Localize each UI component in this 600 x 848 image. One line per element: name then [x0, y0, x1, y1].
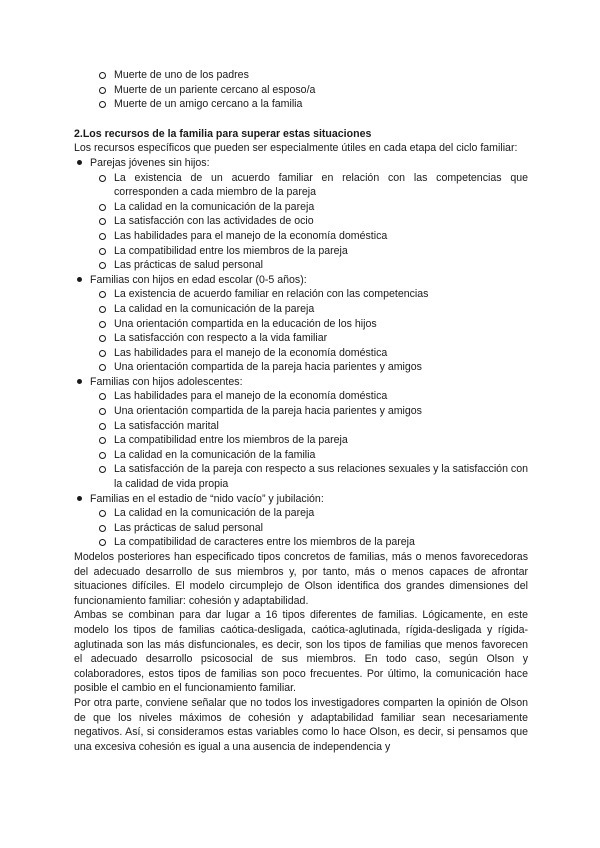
list-item: Muerte de un amigo cercano a la familia: [74, 97, 528, 112]
stage-title: Parejas jóvenes sin hijos:: [90, 156, 210, 169]
list-item: La compatibilidad de caracteres entre los miembros de la pareja: [90, 535, 528, 550]
stage-item: [74, 273, 528, 375]
stage-title: Familias con hijos adolescentes:: [90, 375, 243, 388]
list-item: Una orientación compartida en la educación de los hijos: [90, 317, 528, 332]
resource-list: [90, 389, 528, 491]
resource-list: [90, 506, 528, 550]
list-item: La calidad en la comunicación de la familia: [90, 448, 528, 463]
list-item: La existencia de un acuerdo familiar en relación con las competencias que corresponden a cada miembro de la pareja: [90, 171, 528, 200]
list-item: La satisfacción de la pareja con respecto a sus relaciones sexuales y la satisfacción con la calidad de vida propia: [90, 462, 528, 491]
list-item: La satisfacción con las actividades de ocio: [90, 214, 528, 229]
list-item: La calidad en la comunicación de la pareja: [90, 200, 528, 215]
section-heading: 2.Los recursos de la familia para superar estas situaciones: [74, 127, 372, 140]
list-item: Muerte de un pariente cercano al esposo/a: [74, 83, 528, 98]
list-item: Una orientación compartida de la pareja hacia parientes y amigos: [90, 404, 528, 419]
list-item: La existencia de acuerdo familiar en relación con las competencias: [90, 287, 528, 302]
list-item: La calidad en la comunicación de la pareja: [90, 302, 528, 317]
stage-list: [74, 156, 528, 550]
stage-title: Familias con hijos en edad escolar (0-5 años):: [90, 273, 307, 286]
list-item: La satisfacción con respecto a la vida familiar: [90, 331, 528, 346]
list-item: La compatibilidad entre los miembros de la pareja: [90, 433, 528, 448]
top-sublist: [74, 68, 528, 112]
list-item: Las habilidades para el manejo de la economía doméstica: [90, 229, 528, 244]
list-item: La compatibilidad entre los miembros de la pareja: [90, 244, 528, 259]
body-paragraph: Por otra parte, conviene señalar que no todos los investigadores comparten la opinión de Olson de que los niveles máximos de cohesión y adaptabilidad familiar sean necesariamente negativos. Así, si consideramos estas variables como lo hace Olson, es decir, si pensamos que una excesiva cohesión es igual a una ausencia de independencia y: [74, 696, 528, 753]
resource-list: [90, 287, 528, 375]
body-paragraph: Ambas se combinan para dar lugar a 16 tipos diferentes de familias. Lógicamente, en este modelo los tipos de familias caótica-desligada, caótica-aglutinada, rígida-desligada y rígida-aglutinada son las más disfuncionales, es decir, son los tipos de familias que menos favorecen el adecuado desarrollo psicosocial de sus miembros. En todo caso, según Olson y colaboradores, estos tipos de familias son poco frecuentes. Por último, la comunicación hace posible el cambio en el funcionamiento familiar.: [74, 609, 528, 695]
list-item: Las prácticas de salud personal: [90, 258, 528, 273]
body-paragraph: Modelos posteriores han especificado tipos concretos de familias, más o menos favorecedoras del adecuado desarrollo de sus miembros y, por tanto, más o menos capaces de afrontar situaciones difíciles. El modelo circumplejo de Olson identifica dos grandes dimensiones del funcionamiento familiar: cohesión y adaptabilidad.: [74, 551, 528, 607]
stage-item: [74, 492, 528, 550]
list-item: Las prácticas de salud personal: [90, 521, 528, 536]
list-item: La calidad en la comunicación de la pareja: [90, 506, 528, 521]
list-item: Las habilidades para el manejo de la economía doméstica: [90, 346, 528, 361]
stage-item: [74, 375, 528, 492]
section-intro: Los recursos específicos que pueden ser especialmente útiles en cada etapa del ciclo familiar:: [74, 142, 518, 155]
list-item: Las habilidades para el manejo de la economía doméstica: [90, 389, 528, 404]
resource-list: [90, 171, 528, 273]
list-item: La satisfacción marital: [90, 419, 528, 434]
list-item: Muerte de uno de los padres: [74, 68, 528, 83]
stage-item: [74, 156, 528, 273]
stage-title: Familias en el estadio de “nido vacío” y jubilación:: [90, 492, 324, 505]
list-item: Una orientación compartida de la pareja hacia parientes y amigos: [90, 360, 528, 375]
